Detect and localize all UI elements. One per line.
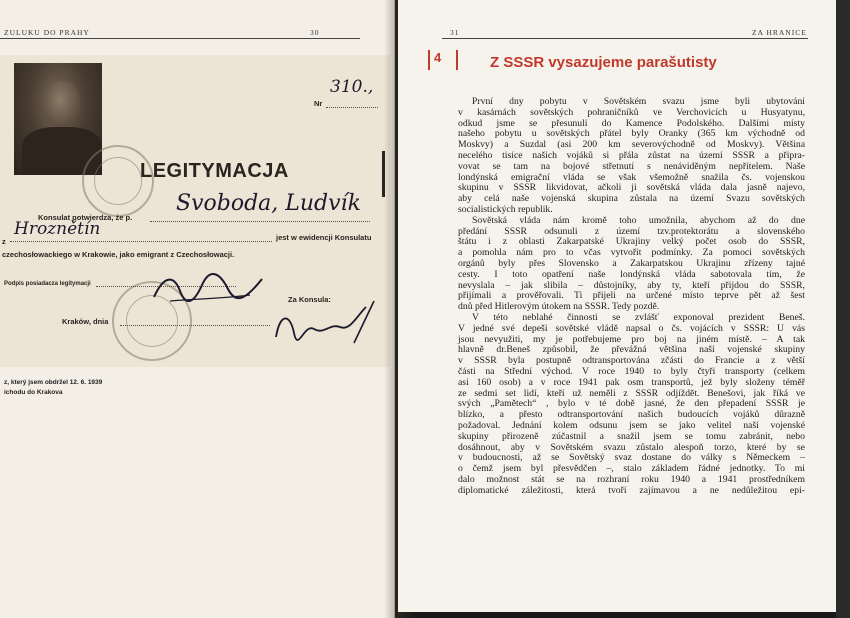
right-page-number: 31 xyxy=(450,28,460,37)
text-line: o čemž jsem byl přesvědčen –, stalo základem řádné jednotky. To mi xyxy=(458,463,805,475)
text-line: dosáhnout, aby v Sovětském svazu zůstalo alespoň torzo, které by se xyxy=(458,441,805,453)
consul-signature xyxy=(270,293,382,349)
text-line: necelého tisíce našich vojáků si přála zůstat na území SSSR a připra- xyxy=(458,149,805,161)
text-line: orgánů byly přes Slovensko a Zakarpatskou Ukrajinu zřízeny tajné xyxy=(458,257,805,269)
text-line: londýnská emigrační vláda se však všemožně snažila čs. vojenskou xyxy=(458,171,805,183)
card-consul-label: Za Konsula: xyxy=(288,295,331,304)
left-page-number: 30 xyxy=(310,28,320,37)
text-line: nevyslala – jak slibila – důstojníky, aby ty, kteří přijdou do SSSR, xyxy=(458,279,805,291)
text-line: V jedné své depeši sovětské vládě napsal o čs. vojácích v SSSR: U vás xyxy=(458,322,805,334)
text-line: První dny pobytu v Sovětském svazu jsme byli ubytováni xyxy=(472,96,805,107)
card-holder-signature-label: Podpis posiadacza legitymacji xyxy=(4,281,91,287)
left-page xyxy=(0,0,395,618)
right-header-rule xyxy=(442,38,808,39)
card-name-handwritten: Svoboda, Ludvík xyxy=(176,191,361,216)
text-line: přijímali a prověřovali. Ti přijeli na určené místo teprve pět až šest xyxy=(458,290,805,302)
card-origin-handwritten: Hroznětín xyxy=(14,219,101,239)
text-line: Moskvy) a Suzdal (asi 200 km severovýchodně od Moskvy). Většina xyxy=(458,139,805,151)
text-line: Sovětská vláda nám kromě toho umožnila, abychom až do dne xyxy=(472,214,805,226)
text-line: štátu i z oblasti Zakarpatské Ukrajiny velký počet osob do SSSR, xyxy=(458,236,805,248)
text-line: našeho pobytu u sovětských přátel byly Oranky (365 km východně od xyxy=(458,128,805,140)
text-line: předání SSSR odsunuli z území tzv.protektorátu a slovenského xyxy=(458,225,805,237)
text-line: V této neblahé činnosti se zvlášť exponoval prezident Beneš. xyxy=(472,311,805,323)
card-city-date-label: Kraków, dnia xyxy=(62,317,109,326)
chapter-title: Z SSSR vysazujeme parašutisty xyxy=(490,54,717,71)
text-line: v kasárnách sovětských pohraničníků ve Verchovicích u Husyatynu, xyxy=(458,106,805,118)
card-z-label: z xyxy=(2,237,6,246)
text-line: skupiny přirozeně zúčastnil a snažil jsem se tomu zabránit, nebo xyxy=(458,430,805,442)
text-line: části na Střední východ. V roce 1940 to byly čtyři transporty (celkem xyxy=(458,365,805,377)
text-line: asi 160 osob) a v roce 1941 pak osm transportů, jež byly složeny téměř xyxy=(458,376,805,388)
text-line: v budoucnosti, až se Sovětský svaz dostane do války s Německem – xyxy=(458,452,805,464)
chapter-bar-right xyxy=(456,50,458,70)
caption-line: ichodu do Krakova xyxy=(4,389,63,396)
text-line: ze sedmi set lidí, kteří už neměli z SSSR odjíždět. Benešovi, jak říká ve xyxy=(458,387,805,399)
chapter-body xyxy=(444,97,805,496)
text-line: vovat se tam na bojové střetnutí s nenáviděným nepřítelem. Naše xyxy=(458,160,805,172)
paragraph xyxy=(444,313,805,497)
card-evidence-line: jest w ewidencji Konsulatu xyxy=(276,233,372,242)
paragraph xyxy=(444,216,805,313)
photo-caption xyxy=(4,378,204,398)
text-line: svých „Pamětech“ , bylo v té době jasné, že den přepadení SSSR je xyxy=(458,398,805,410)
id-card-photo xyxy=(0,55,390,367)
text-line: hlavně dr.Beneš způsobil, že převážná většina naší vojenské skupiny xyxy=(458,344,805,356)
text-line: aby celá naše vojenská skupina zůstala na území Svazu sovětských xyxy=(458,193,805,205)
text-line: diplomatické záležitosti, která tvoří zajímavou a ne nedůležitou epi- xyxy=(458,484,805,496)
text-line: dalo možnost stát se na rozhraní roku 1940 a 1941 prostředníkem xyxy=(458,473,805,485)
holder-signature xyxy=(150,269,270,309)
left-running-head: ZULUKU DO PRAHY xyxy=(4,28,90,37)
card-konsulat-line: Konsulat potwierdza, że p. xyxy=(38,213,133,222)
text-line: v SSSR byla postupně odtransportována zčásti do Francie a z větší xyxy=(458,355,805,367)
text-line: cesty. I toto opatření naše londýnská vláda sabotovala tím, že xyxy=(458,268,805,280)
text-line: dnů před Hitlerovým útokem na SSSR. Tedy pozdě. xyxy=(458,301,660,313)
card-emigrant-line: czechosłowackiego w Krakowie, jako emigrant z Czechosłowacji. xyxy=(2,250,235,259)
caption-line: z, který jsem obdržel 12. 6. 1939 xyxy=(4,379,103,386)
chapter-bar-left xyxy=(428,50,430,70)
text-line: jsou nevyužiti, my je potřebujeme pro boj na jiném místě. – A tak xyxy=(458,333,805,345)
text-line: a pomohla nám pro to včas vytvořit podmínky. Za pomoci sovětských xyxy=(458,247,805,259)
right-page-edge xyxy=(836,0,850,618)
text-line: skupinu v SSSR likvidovat, ačkoli ji sovětská vláda dala jasně najevo, xyxy=(458,182,805,194)
paragraph xyxy=(444,97,805,216)
card-title: LEGITYMACJA xyxy=(140,160,289,182)
text-line: blízko, a přesto odtransportování našich budoucích vojáků důrazně xyxy=(458,409,805,421)
chapter-number: 4 xyxy=(434,50,442,65)
card-nr-label: Nr xyxy=(314,99,323,108)
text-line: odkud jsme se přesunuli do Kamence Podolského. Dalšími místy xyxy=(458,117,805,129)
right-running-head: ZA HRANICE xyxy=(752,28,807,37)
text-line: požadoval. Jednání kolem odsunu jsem se jako velitel naší vojenské xyxy=(458,419,805,431)
portrait-face xyxy=(44,81,80,127)
card-nr-value: 310., xyxy=(330,77,374,97)
text-line: socialistických republik. xyxy=(458,203,553,215)
left-header-rule xyxy=(0,38,360,39)
